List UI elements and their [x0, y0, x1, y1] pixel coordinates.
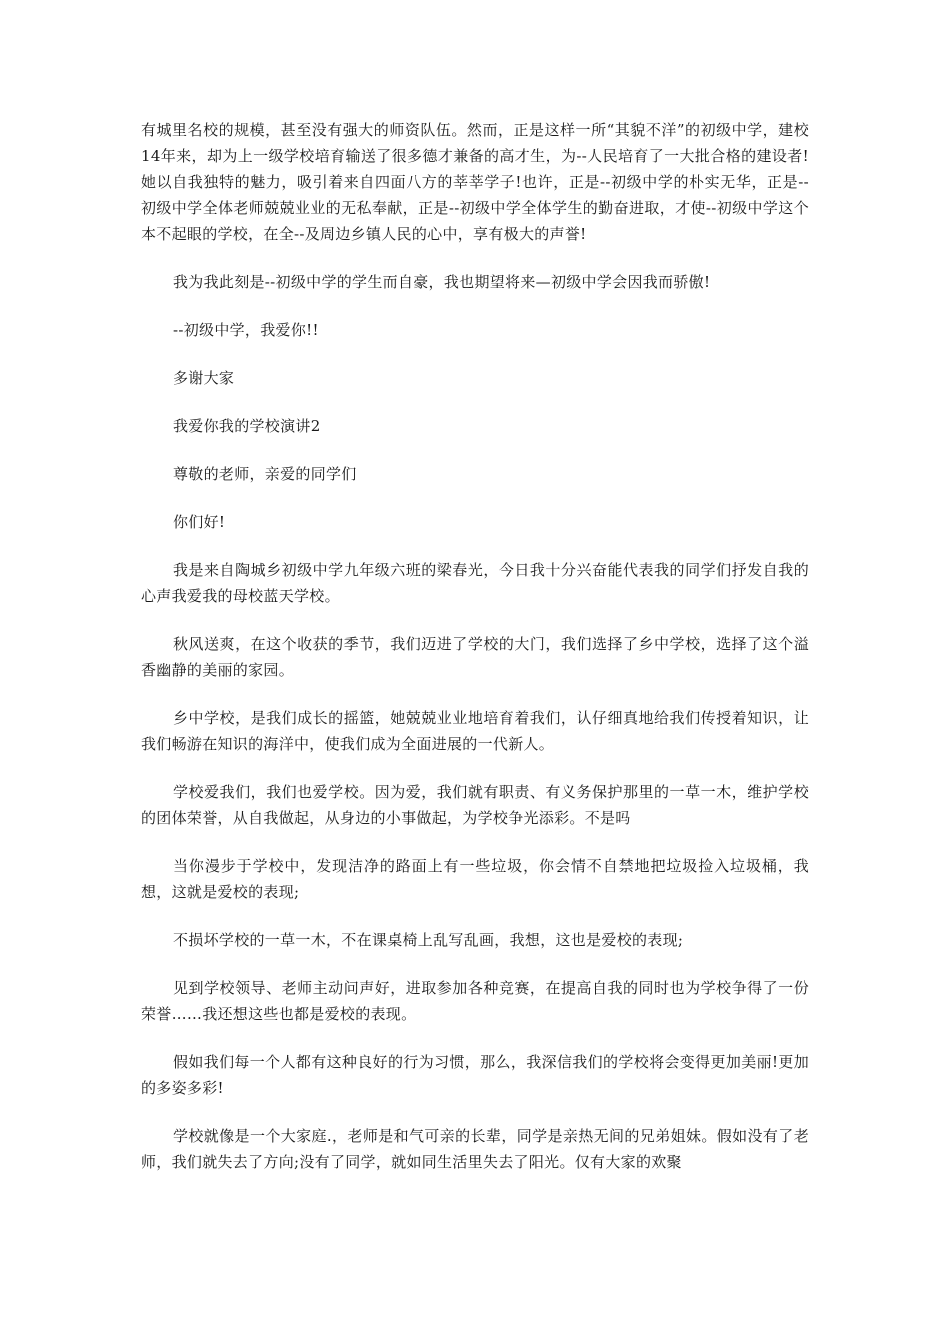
paragraph: 乡中学校，是我们成长的摇篮，她兢兢业业地培育着我们，认仔细真地给我们传授着知识，让我们畅游在知识的海洋中，使我们成为全面进展的一代新人。 [141, 709, 809, 753]
paragraph: 我爱你我的学校演讲2 [173, 417, 321, 435]
paragraph: 秋风送爽，在这个收获的季节，我们迈进了学校的大门，我们选择了乡中学校，选择了这个溢香幽静的美丽的家园。 [141, 635, 809, 679]
paragraph: --初级中学，我爱你!! [173, 321, 319, 339]
paragraph: 假如我们每一个人都有这种良好的行为习惯，那么，我深信我们的学校将会变得更加美丽!更加的多姿多彩! [141, 1053, 809, 1097]
paragraph: 当你漫步于学校中，发现洁净的路面上有一些垃圾，你会情不自禁地把垃圾捡入垃圾桶，我想，这就是爱校的表现; [141, 857, 809, 901]
paragraph: 不损坏学校的一草一木，不在课桌椅上乱写乱画，我想，这也是爱校的表现; [173, 931, 684, 949]
paragraph: 见到学校领导、老师主动问声好，进取参加各种竞赛，在提高自我的同时也为学校争得了一份荣誉……我还想这些也都是爱校的表现。 [141, 979, 809, 1023]
paragraph: 有城里名校的规模，甚至没有强大的师资队伍。然而，正是这样一所“其貌不洋”的初级中学，建校14年来，却为上一级学校培育输送了很多德才兼备的高才生，为--人民培育了一大批合格的建设者!她以自我独特的魅力，吸引着来自四面八方的莘莘学子!也许，正是--初级中学的朴实无华，正是--初级中学全体老师兢兢业业的无私奉献，正是--初级中学全体学生的勤奋进取，才使--初级中学这个本不起眼的学校，在全--及周边乡镇人民的心中，享有极大的声誉! [141, 121, 809, 243]
document-page [141, 117, 809, 1175]
paragraph: 学校就像是一个大家庭.，老师是和气可亲的长辈，同学是亲热无间的兄弟姐妹。假如没有了老师，我们就失去了方向;没有了同学，就如同生活里失去了阳光。仅有大家的欢聚 [141, 1127, 809, 1171]
paragraph: 多谢大家 [173, 369, 235, 387]
paragraph: 你们好! [173, 513, 226, 531]
paragraph: 我为我此刻是--初级中学的学生而自豪，我也期望将来—初级中学会因我而骄傲! [173, 273, 711, 291]
paragraph: 学校爱我们，我们也爱学校。因为爱，我们就有职责、有义务保护那里的一草一木，维护学校的团体荣誉，从自我做起，从身边的小事做起，为学校争光添彩。不是吗 [141, 783, 809, 827]
paragraph: 我是来自陶城乡初级中学九年级六班的梁春光，今日我十分兴奋能代表我的同学们抒发自我的心声我爱我的母校蓝天学校。 [141, 561, 809, 605]
paragraph: 尊敬的老师，亲爱的同学们 [173, 465, 357, 483]
